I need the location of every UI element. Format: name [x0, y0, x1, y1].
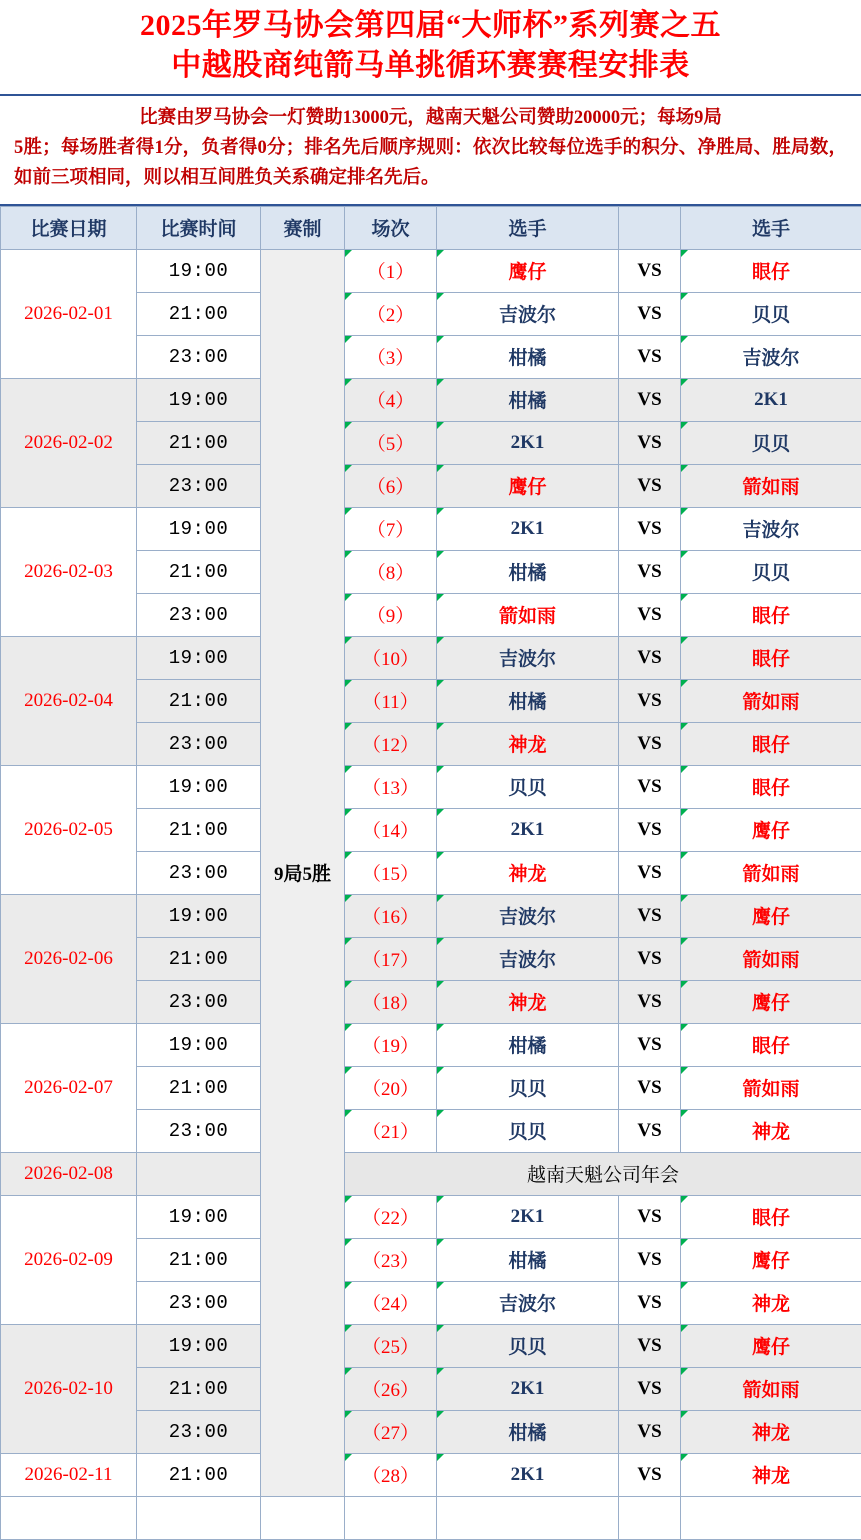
- header-vs: [619, 206, 681, 249]
- cell-match-number: （2）: [345, 292, 437, 335]
- header-date: 比赛日期: [1, 206, 137, 249]
- cell-vs: VS: [619, 851, 681, 894]
- cell-date: 2026-02-04: [1, 636, 137, 765]
- cell-player-1: 吉波尔: [437, 636, 619, 679]
- cell-player-2: 箭如雨: [681, 851, 861, 894]
- cell-match-number: （16）: [345, 894, 437, 937]
- cell-time: 19:00: [137, 378, 261, 421]
- cell-vs: VS: [619, 722, 681, 765]
- cell-player-1: 贝贝: [437, 1324, 619, 1367]
- cell-format: 9局5胜: [261, 249, 345, 1496]
- header-player1: 选手: [437, 206, 619, 249]
- cell-match-number: （8）: [345, 550, 437, 593]
- cell-date: 2026-02-03: [1, 507, 137, 636]
- cell-date: 2026-02-02: [1, 378, 137, 507]
- cell-player-2: 箭如雨: [681, 1367, 861, 1410]
- cell-player-1: 神龙: [437, 980, 619, 1023]
- cell-date: 2026-02-11: [1, 1453, 137, 1496]
- cell-player-1: 鹰仔: [437, 464, 619, 507]
- cell-player-1: 柑橘: [437, 550, 619, 593]
- table-row: [1, 636, 861, 679]
- cell-time: 21:00: [137, 679, 261, 722]
- cell-time: 19:00: [137, 636, 261, 679]
- cell-vs: VS: [619, 507, 681, 550]
- cell-match-number: （4）: [345, 378, 437, 421]
- cell-vs: VS: [619, 1367, 681, 1410]
- cell-player-2: 眼仔: [681, 722, 861, 765]
- cell-player-1: 吉波尔: [437, 1281, 619, 1324]
- cell-match-number: （21）: [345, 1109, 437, 1152]
- cell-player-2: 吉波尔: [681, 335, 861, 378]
- cell-empty: [619, 1496, 681, 1539]
- cell-vs: VS: [619, 808, 681, 851]
- cell-date: 2026-02-06: [1, 894, 137, 1023]
- cell-match-number: （19）: [345, 1023, 437, 1066]
- cell-player-2: 箭如雨: [681, 679, 861, 722]
- cell-vs: VS: [619, 550, 681, 593]
- cell-vs: VS: [619, 937, 681, 980]
- cell-match-number: （25）: [345, 1324, 437, 1367]
- cell-player-2: 神龙: [681, 1410, 861, 1453]
- table-row: [1, 249, 861, 292]
- cell-player-2: 眼仔: [681, 1023, 861, 1066]
- cell-player-1: 吉波尔: [437, 292, 619, 335]
- cell-empty: [681, 1496, 861, 1539]
- cell-empty: [1, 1496, 137, 1539]
- table-row: [1, 894, 861, 937]
- intro-line-1: 比赛由罗马协会一灯赞助13000元，越南天魁公司赞助20000元；每场9局: [14, 104, 847, 134]
- cell-player-2: 眼仔: [681, 636, 861, 679]
- cell-time: 19:00: [137, 507, 261, 550]
- cell-match-number: （23）: [345, 1238, 437, 1281]
- cell-vs: VS: [619, 636, 681, 679]
- cell-player-1: 贝贝: [437, 765, 619, 808]
- cell-vs: VS: [619, 292, 681, 335]
- cell-match-number: （11）: [345, 679, 437, 722]
- cell-player-1: 箭如雨: [437, 593, 619, 636]
- table-row: [1, 1023, 861, 1066]
- cell-time: 21:00: [137, 937, 261, 980]
- cell-match-number: （18）: [345, 980, 437, 1023]
- cell-player-2: 眼仔: [681, 593, 861, 636]
- cell-empty: [137, 1496, 261, 1539]
- cell-player-1: 吉波尔: [437, 894, 619, 937]
- cell-time: 19:00: [137, 1023, 261, 1066]
- cell-vs: VS: [619, 378, 681, 421]
- cell-time: 23:00: [137, 1410, 261, 1453]
- cell-match-number: （1）: [345, 249, 437, 292]
- cell-match-number: （15）: [345, 851, 437, 894]
- cell-match-number: （10）: [345, 636, 437, 679]
- table-row: [1, 1453, 861, 1496]
- cell-player-1: 2K1: [437, 808, 619, 851]
- cell-empty: [261, 1496, 345, 1539]
- header-no: 场次: [345, 206, 437, 249]
- cell-player-1: 2K1: [437, 1453, 619, 1496]
- cell-player-1: 柑橘: [437, 378, 619, 421]
- cell-player-1: 柑橘: [437, 679, 619, 722]
- cell-player-2: 贝贝: [681, 421, 861, 464]
- cell-player-2: 眼仔: [681, 1195, 861, 1238]
- cell-time: [137, 1152, 261, 1195]
- cell-player-1: 贝贝: [437, 1109, 619, 1152]
- header-time: 比赛时间: [137, 206, 261, 249]
- cell-vs: VS: [619, 1410, 681, 1453]
- cell-event-note: 越南天魁公司年会: [345, 1152, 861, 1195]
- cell-vs: VS: [619, 421, 681, 464]
- title-block: [0, 0, 861, 96]
- cell-date: 2026-02-10: [1, 1324, 137, 1453]
- cell-player-2: 箭如雨: [681, 1066, 861, 1109]
- cell-match-number: （6）: [345, 464, 437, 507]
- cell-player-2: 鹰仔: [681, 808, 861, 851]
- cell-player-2: 神龙: [681, 1281, 861, 1324]
- cell-vs: VS: [619, 894, 681, 937]
- cell-player-2: 贝贝: [681, 292, 861, 335]
- table-row: [1, 1195, 861, 1238]
- cell-match-number: （3）: [345, 335, 437, 378]
- cell-time: 19:00: [137, 1195, 261, 1238]
- header-format: 赛制: [261, 206, 345, 249]
- cell-match-number: （24）: [345, 1281, 437, 1324]
- cell-date: 2026-02-09: [1, 1195, 137, 1324]
- cell-player-1: 神龙: [437, 722, 619, 765]
- cell-match-number: （22）: [345, 1195, 437, 1238]
- cell-player-1: 鹰仔: [437, 249, 619, 292]
- cell-match-number: （9）: [345, 593, 437, 636]
- cell-match-number: （28）: [345, 1453, 437, 1496]
- cell-player-1: 贝贝: [437, 1066, 619, 1109]
- cell-time: 23:00: [137, 722, 261, 765]
- cell-match-number: （17）: [345, 937, 437, 980]
- intro-rest: 5胜；每场胜者得1分，负者得0分；排名先后顺序规则：依次比较每位选手的积分、净胜局、胜局数，如前三项相同，则以相互间胜负关系确定排名先后。: [14, 138, 847, 188]
- table-head: [1, 206, 861, 249]
- cell-player-1: 柑橘: [437, 1410, 619, 1453]
- cell-player-2: 鹰仔: [681, 1324, 861, 1367]
- cell-vs: VS: [619, 1281, 681, 1324]
- cell-time: 21:00: [137, 808, 261, 851]
- cell-match-number: （5）: [345, 421, 437, 464]
- cell-player-2: 鹰仔: [681, 1238, 861, 1281]
- table-row: [1, 507, 861, 550]
- cell-match-number: （7）: [345, 507, 437, 550]
- header-player2: 选手: [681, 206, 861, 249]
- cell-player-2: 鹰仔: [681, 980, 861, 1023]
- cell-vs: VS: [619, 765, 681, 808]
- cell-player-2: 神龙: [681, 1109, 861, 1152]
- cell-time: 21:00: [137, 421, 261, 464]
- cell-vs: VS: [619, 1453, 681, 1496]
- cell-vs: VS: [619, 980, 681, 1023]
- table-row: [1, 765, 861, 808]
- table-row-empty: [1, 1496, 861, 1539]
- cell-match-number: （26）: [345, 1367, 437, 1410]
- cell-vs: VS: [619, 1195, 681, 1238]
- cell-empty: [345, 1496, 437, 1539]
- cell-player-1: 2K1: [437, 421, 619, 464]
- cell-date: 2026-02-08: [1, 1152, 137, 1195]
- cell-time: 23:00: [137, 851, 261, 894]
- cell-time: 23:00: [137, 1281, 261, 1324]
- cell-time: 19:00: [137, 249, 261, 292]
- cell-time: 21:00: [137, 1066, 261, 1109]
- cell-vs: VS: [619, 1238, 681, 1281]
- cell-player-1: 2K1: [437, 1195, 619, 1238]
- cell-player-2: 吉波尔: [681, 507, 861, 550]
- title-line-2: 中越股商纯箭马单挑循环赛赛程安排表: [10, 46, 851, 86]
- cell-vs: VS: [619, 1324, 681, 1367]
- cell-empty: [437, 1496, 619, 1539]
- cell-vs: VS: [619, 593, 681, 636]
- intro-block: [0, 96, 861, 206]
- table-body: [1, 249, 861, 1539]
- cell-player-2: 鹰仔: [681, 894, 861, 937]
- cell-time: 19:00: [137, 1324, 261, 1367]
- header-row: [1, 206, 861, 249]
- cell-player-2: 贝贝: [681, 550, 861, 593]
- cell-player-2: 箭如雨: [681, 464, 861, 507]
- cell-player-1: 神龙: [437, 851, 619, 894]
- table-row: [1, 378, 861, 421]
- cell-time: 21:00: [137, 550, 261, 593]
- cell-player-1: 柑橘: [437, 335, 619, 378]
- title-line-1: 2025年罗马协会第四届“大师杯”系列赛之五: [10, 6, 851, 46]
- cell-match-number: （20）: [345, 1066, 437, 1109]
- cell-player-2: 眼仔: [681, 249, 861, 292]
- cell-time: 21:00: [137, 292, 261, 335]
- cell-player-2: 箭如雨: [681, 937, 861, 980]
- cell-date: 2026-02-05: [1, 765, 137, 894]
- cell-time: 23:00: [137, 593, 261, 636]
- cell-player-1: 吉波尔: [437, 937, 619, 980]
- cell-date: 2026-02-01: [1, 249, 137, 378]
- cell-vs: VS: [619, 249, 681, 292]
- cell-date: 2026-02-07: [1, 1023, 137, 1152]
- cell-player-2: 眼仔: [681, 765, 861, 808]
- cell-vs: VS: [619, 679, 681, 722]
- cell-time: 23:00: [137, 335, 261, 378]
- cell-time: 23:00: [137, 980, 261, 1023]
- cell-player-1: 柑橘: [437, 1023, 619, 1066]
- table-row: [1, 1324, 861, 1367]
- cell-match-number: （13）: [345, 765, 437, 808]
- cell-match-number: （12）: [345, 722, 437, 765]
- cell-time: 21:00: [137, 1238, 261, 1281]
- cell-player-1: 2K1: [437, 507, 619, 550]
- cell-vs: VS: [619, 1023, 681, 1066]
- cell-vs: VS: [619, 464, 681, 507]
- table-row: [1, 1152, 861, 1195]
- cell-player-2: 2K1: [681, 378, 861, 421]
- cell-match-number: （27）: [345, 1410, 437, 1453]
- cell-player-1: 柑橘: [437, 1238, 619, 1281]
- cell-time: 23:00: [137, 464, 261, 507]
- cell-vs: VS: [619, 335, 681, 378]
- cell-match-number: （14）: [345, 808, 437, 851]
- cell-time: 21:00: [137, 1367, 261, 1410]
- intro-text: [14, 104, 847, 194]
- cell-player-1: 2K1: [437, 1367, 619, 1410]
- cell-time: 19:00: [137, 765, 261, 808]
- cell-vs: VS: [619, 1109, 681, 1152]
- cell-player-2: 神龙: [681, 1453, 861, 1496]
- cell-time: 23:00: [137, 1109, 261, 1152]
- cell-time: 21:00: [137, 1453, 261, 1496]
- schedule-table: [0, 206, 861, 1540]
- cell-vs: VS: [619, 1066, 681, 1109]
- cell-time: 19:00: [137, 894, 261, 937]
